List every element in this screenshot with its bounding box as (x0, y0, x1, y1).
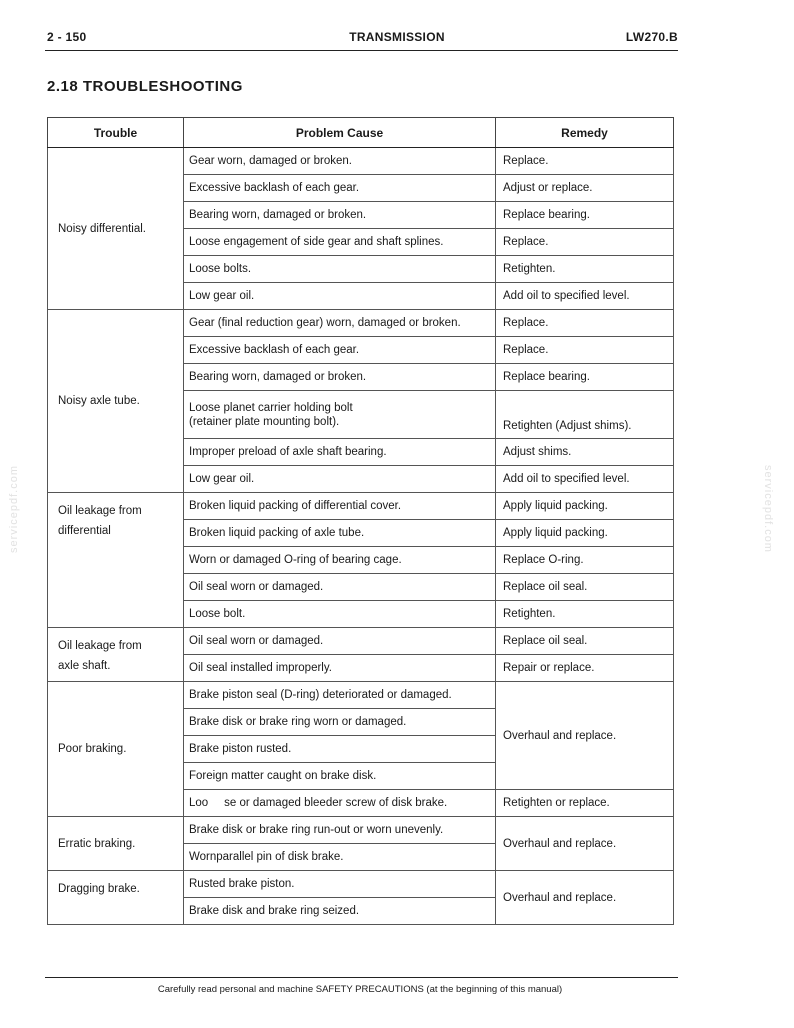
remedy-cell: Replace oil seal. (496, 574, 674, 601)
column-header-trouble: Trouble (48, 118, 184, 148)
cause-cell: Oil seal worn or damaged. (184, 574, 496, 601)
cause-cell: Loo se or damaged bleeder screw of disk brake. (184, 790, 496, 817)
trouble-line: axle shaft. (58, 660, 111, 672)
cause-cell: Brake disk or brake ring run-out or worn unevenly. (184, 817, 496, 844)
remedy-cell: Replace. (496, 148, 674, 175)
trouble-line: Oil leakage from (58, 640, 142, 652)
cause-cell: Loose bolts. (184, 256, 496, 283)
cause-cell: Worn or damaged O-ring of bearing cage. (184, 547, 496, 574)
table-header-row (48, 118, 674, 148)
trouble-cell: Erratic braking. (48, 817, 184, 871)
trouble-cell: Dragging brake. (48, 871, 184, 925)
remedy-cell: Retighten or replace. (496, 790, 674, 817)
remedy-cell: Add oil to specified level. (496, 466, 674, 493)
table-row (48, 493, 674, 520)
cause-cell: Foreign matter caught on brake disk. (184, 763, 496, 790)
table-row (48, 628, 674, 655)
remedy-cell: Retighten (Adjust shims). (496, 391, 674, 439)
cause-cell: Brake disk or brake ring worn or damaged. (184, 709, 496, 736)
remedy-cell: Overhaul and replace. (496, 817, 674, 871)
column-header-remedy: Remedy (496, 118, 674, 148)
cause-cell: Oil seal installed improperly. (184, 655, 496, 682)
cause-cell: Broken liquid packing of axle tube. (184, 520, 496, 547)
page-number: 2 - 150 (47, 30, 87, 44)
model-number: LW270.B (625, 30, 678, 44)
table-row (48, 310, 674, 337)
table-row (48, 148, 674, 175)
cause-line: (retainer plate mounting bolt). (189, 415, 340, 428)
cause-cell: Brake disk and brake ring seized. (184, 898, 496, 925)
remedy-cell: Replace. (496, 310, 674, 337)
cause-cell: Oil seal worn or damaged. (184, 628, 496, 655)
table-row (48, 871, 674, 898)
remedy-cell: Replace. (496, 229, 674, 256)
footer-note: Carefully read personal and machine SAFETY PRECAUTIONS (at the beginning of this manual) (157, 984, 563, 995)
remedy-cell: Replace bearing. (496, 364, 674, 391)
cause-cell: Broken liquid packing of differential cover. (184, 493, 496, 520)
trouble-line: differential (58, 525, 111, 537)
remedy-cell: Overhaul and replace. (496, 682, 674, 790)
cause-cell: Bearing worn, damaged or broken. (184, 202, 496, 229)
remedy-cell: Retighten. (496, 256, 674, 283)
remedy-cell: Adjust shims. (496, 439, 674, 466)
cause-cell: Loose engagement of side gear and shaft splines. (184, 229, 496, 256)
remedy-cell: Add oil to specified level. (496, 283, 674, 310)
trouble-cell: Noisy differential. (48, 148, 184, 310)
cause-cell: Loose bolt. (184, 601, 496, 628)
footer-rule (45, 977, 678, 978)
cause-cell: Rusted brake piston. (184, 871, 496, 898)
trouble-cell (48, 628, 184, 682)
cause-cell: Wornparallel pin of disk brake. (184, 844, 496, 871)
cause-cell: Improper preload of axle shaft bearing. (184, 439, 496, 466)
cause-cell: Gear (final reduction gear) worn, damaged or broken. (184, 310, 496, 337)
remedy-cell: Replace bearing. (496, 202, 674, 229)
cause-cell: Brake piston seal (D-ring) deteriorated or damaged. (184, 682, 496, 709)
remedy-cell: Replace. (496, 337, 674, 364)
remedy-cell: Replace oil seal. (496, 628, 674, 655)
remedy-cell: Replace O-ring. (496, 547, 674, 574)
column-header-problem-cause: Problem Cause (184, 118, 496, 148)
remedy-cell: Apply liquid packing. (496, 493, 674, 520)
cause-cell: Excessive backlash of each gear. (184, 175, 496, 202)
remedy-cell: Overhaul and replace. (496, 871, 674, 925)
remedy-cell: Adjust or replace. (496, 175, 674, 202)
trouble-cell: Noisy axle tube. (48, 310, 184, 493)
remedy-cell: Retighten. (496, 601, 674, 628)
cause-cell: Brake piston rusted. (184, 736, 496, 763)
watermark-right: servicepdf.com (762, 465, 774, 553)
cause-cell: Bearing worn, damaged or broken. (184, 364, 496, 391)
section-name: TRANSMISSION (349, 30, 445, 44)
trouble-line: Oil leakage from (58, 505, 142, 517)
header-rule (45, 50, 678, 51)
cause-cell (184, 391, 496, 439)
cause-line: Loose planet carrier holding bolt (189, 401, 353, 414)
cause-cell: Low gear oil. (184, 283, 496, 310)
cause-cell: Low gear oil. (184, 466, 496, 493)
troubleshooting-table (47, 117, 674, 925)
remedy-cell: Apply liquid packing. (496, 520, 674, 547)
trouble-cell: Poor braking. (48, 682, 184, 817)
table-row (48, 817, 674, 844)
cause-cell: Gear worn, damaged or broken. (184, 148, 496, 175)
page-title: 2.18 TROUBLESHOOTING (47, 78, 243, 95)
cause-cell: Excessive backlash of each gear. (184, 337, 496, 364)
remedy-cell: Repair or replace. (496, 655, 674, 682)
table-row (48, 682, 674, 709)
watermark-left: servicepdf.com (8, 465, 20, 553)
trouble-cell (48, 493, 184, 628)
